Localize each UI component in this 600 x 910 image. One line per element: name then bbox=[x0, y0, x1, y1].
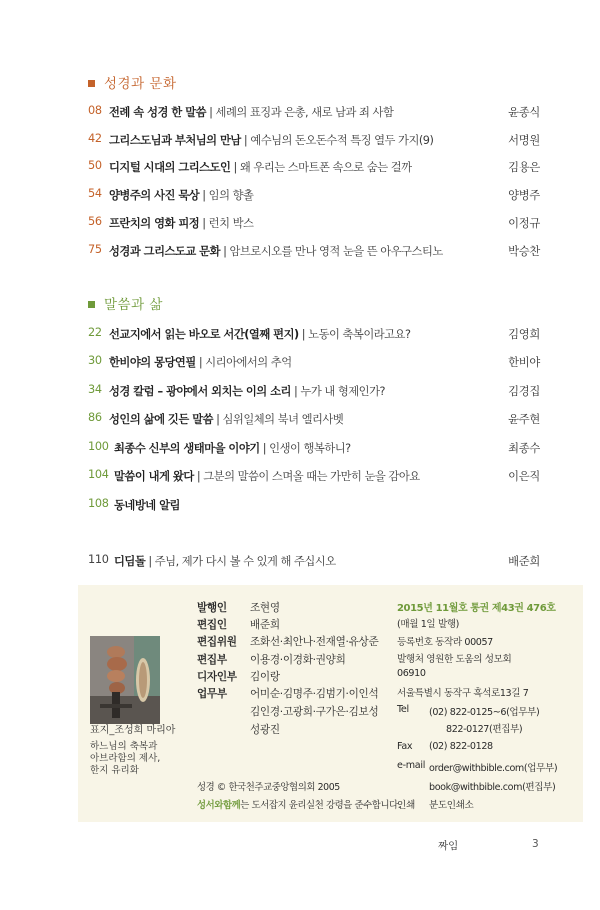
page-number: 104 bbox=[88, 468, 109, 481]
toc-item[interactable] bbox=[88, 440, 540, 458]
item-title: 선교지에서 읽는 바오로 서간(열째 편지) | 노동이 축복이라고요? bbox=[109, 328, 411, 341]
fax-label: Fax bbox=[397, 741, 413, 752]
page-number: 42 bbox=[88, 132, 102, 145]
author: 배준희 bbox=[508, 555, 540, 568]
author: 김용은 bbox=[508, 161, 540, 174]
item-title: 최종수 신부의 생태마을 이야기 | 인생이 행복하니? bbox=[114, 442, 351, 455]
printer-name: 분도인쇄소 bbox=[429, 800, 474, 811]
item-title: 프란치의 영화 피정 | 런치 박스 bbox=[109, 217, 254, 230]
item-title: 성인의 삶에 깃든 말씀 | 심위일체의 북녀 엘리사벳 bbox=[109, 413, 344, 426]
page-number: 50 bbox=[88, 159, 102, 172]
item-title: 말씀이 내게 왔다 | 그분의 말씀이 스며올 때는 가만히 눈을 감아요 bbox=[114, 470, 420, 483]
cover-artwork-icon bbox=[90, 636, 160, 724]
page-number-footer: 3 bbox=[532, 838, 539, 850]
item-title: 그리스도님과 부처님의 만남 | 예수님의 돈오돈수적 특징 열두 가지(9) bbox=[109, 134, 434, 147]
page-number: 86 bbox=[88, 411, 102, 424]
toc-item[interactable] bbox=[88, 243, 540, 261]
staff-name: 김인경·고광희·구가은·김보성 bbox=[250, 706, 379, 718]
registration-number: 등록번호 동작라 00057 bbox=[397, 637, 493, 648]
page-number: 30 bbox=[88, 354, 102, 367]
author: 김경집 bbox=[508, 385, 540, 398]
toc-item[interactable] bbox=[88, 553, 540, 571]
author: 최종수 bbox=[508, 442, 540, 455]
item-title: 양병주의 사진 묵상 | 임의 향촐 bbox=[109, 189, 254, 202]
toc-item[interactable] bbox=[88, 132, 540, 150]
author: 윤주현 bbox=[508, 413, 540, 426]
page-number: 08 bbox=[88, 104, 102, 117]
author: 서명원 bbox=[508, 134, 540, 147]
staff-role: 발행인 bbox=[197, 602, 227, 614]
address: 서울특별시 동작구 흑석로13길 7 bbox=[397, 688, 529, 699]
author: 한비야 bbox=[508, 356, 540, 369]
footer-label: 짜임 bbox=[438, 840, 459, 852]
email-link[interactable]: order@withbible.com(업무부) bbox=[429, 763, 558, 774]
toc-item[interactable] bbox=[88, 497, 540, 515]
cover-caption: 표지_조성희 마리아 하느님의 축복과 아브라함의 제사, 한지 유리화 bbox=[90, 725, 176, 776]
tel-label: Tel bbox=[397, 704, 409, 715]
staff-role: 업무부 bbox=[197, 688, 227, 700]
staff-role: 디자인부 bbox=[197, 671, 237, 683]
item-title: 동네방네 알림 bbox=[114, 499, 180, 512]
email-label: e-mail bbox=[397, 760, 426, 771]
item-title: 성경과 그리스도교 문화 | 암브로시오를 만나 영적 눈을 뜬 아우구스티노 bbox=[109, 245, 443, 258]
staff-name: 이용경·이경화·권양희 bbox=[250, 654, 346, 666]
staff-role: 편집인 bbox=[197, 619, 227, 631]
cover-image bbox=[90, 636, 160, 724]
staff-name: 어미순·김명주·김범기·이인석 bbox=[250, 688, 379, 700]
page-number: 34 bbox=[88, 383, 102, 396]
square-bullet-icon bbox=[88, 301, 95, 308]
page-number: 100 bbox=[88, 440, 109, 453]
toc-item[interactable] bbox=[88, 187, 540, 205]
toc-item[interactable] bbox=[88, 383, 540, 401]
staff-name: 조화선·최안나·전재열·유상준 bbox=[250, 636, 379, 648]
toc-item[interactable] bbox=[88, 326, 540, 344]
fax-number: (02) 822-0128 bbox=[429, 741, 493, 752]
page-number: 56 bbox=[88, 215, 102, 228]
page-number: 54 bbox=[88, 187, 102, 200]
item-title: 디딤돌 | 주님, 제가 다시 볼 수 있게 해 주십시오 bbox=[114, 555, 336, 568]
staff-name: 조현영 bbox=[250, 602, 280, 614]
staff-role: 편집부 bbox=[197, 654, 227, 666]
author: 김영희 bbox=[508, 328, 540, 341]
ethics-note: 성서와함께는 도서잡지 윤리실천 강령을 준수합니다. bbox=[197, 800, 401, 811]
author: 이은직 bbox=[508, 470, 540, 483]
item-title: 한비야의 몽당연필 | 시리아에서의 추억 bbox=[109, 356, 292, 369]
page-number: 108 bbox=[88, 497, 109, 510]
staff-role: 편집위원 bbox=[197, 636, 237, 648]
author: 양병주 bbox=[508, 189, 540, 202]
item-title: 성경 칼럼 – 광야에서 외치는 이의 소리 | 누가 내 형제인가? bbox=[109, 385, 386, 398]
page-number: 110 bbox=[88, 553, 109, 566]
author: 박승찬 bbox=[508, 245, 540, 258]
square-bullet-icon bbox=[88, 80, 95, 87]
toc-item[interactable] bbox=[88, 215, 540, 233]
item-title: 전례 속 성경 한 말씀 | 세례의 표징과 은총, 새로 남과 죄 사함 bbox=[109, 106, 394, 119]
email-link[interactable]: book@withbible.com(편집부) bbox=[429, 782, 556, 793]
section-heading-culture: 성경과 문화 bbox=[88, 72, 177, 92]
postal-code: 06910 bbox=[397, 668, 426, 679]
section-heading-word-and-life: 말씀과 삶 bbox=[88, 293, 163, 313]
copyright-note: 성경 © 한국천주교중앙협의회 2005 bbox=[197, 782, 340, 793]
toc-item[interactable] bbox=[88, 159, 540, 177]
staff-name: 배준희 bbox=[250, 619, 280, 631]
publication-frequency: (매월 1일 발행) bbox=[397, 619, 460, 630]
toc-item[interactable] bbox=[88, 411, 540, 429]
item-title: 디지털 시대의 그리스도인 | 왜 우리는 스마트폰 속으로 숨는 걸까 bbox=[109, 161, 412, 174]
toc-item[interactable] bbox=[88, 104, 540, 122]
page-number: 22 bbox=[88, 326, 102, 339]
toc-item[interactable] bbox=[88, 468, 540, 486]
page-number: 75 bbox=[88, 243, 102, 256]
author: 윤종식 bbox=[508, 106, 540, 119]
publisher-name: 발행처 영원한 도움의 성모회 bbox=[397, 654, 512, 665]
author: 이정규 bbox=[508, 217, 540, 230]
print-label: 인쇄 bbox=[397, 800, 415, 811]
staff-name: 성광진 bbox=[250, 724, 280, 736]
staff-name: 김이랑 bbox=[250, 671, 280, 683]
issue-number: 2015년 11월호 통권 제43권 476호 bbox=[397, 603, 556, 614]
tel-number: 822-0127(편집부) bbox=[446, 724, 523, 735]
toc-item[interactable] bbox=[88, 354, 540, 372]
tel-number: (02) 822-0125~6(업무부) bbox=[429, 707, 540, 718]
